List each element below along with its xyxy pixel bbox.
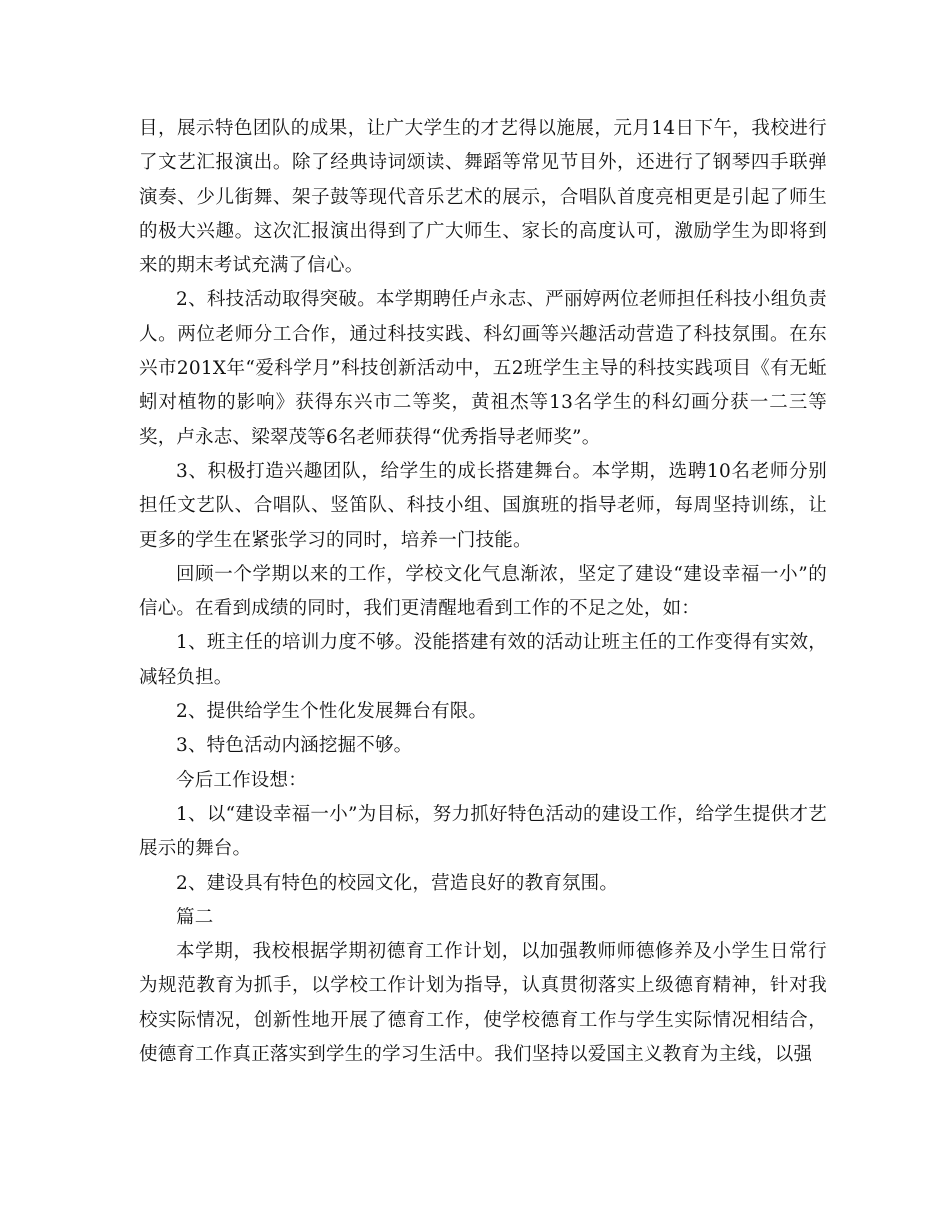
paragraph-continuation: 目，展示特色团队的成果，让广大学生的才艺得以施展，元月14日下午，我校进行了文艺汇报演出。除了经典诗词颂读、舞蹈等常见节目外，还进行了钢琴四手联弹演奏、少儿街舞、架子鼓等现代音乐艺术的展示，合唱队首度亮相更是引起了师生的极大兴趣。这次汇报演出得到了广大师生、家长的高度认可，激励学生为即将到来的期末考试充满了信心。	[139, 118, 827, 277]
paragraph-shortcoming-3: 3、特色活动内涵挖掘不够。	[176, 735, 413, 757]
paragraph-tech-activities: 2、科技活动取得突破。本学期聘任卢永志、严丽婷两位老师担任科技小组负责人。两位老师分工合作，通过科技实践、科幻画等兴趣活动营造了科技氛围。在东兴市201X年“爱科学月”科技创新活动中，五2班学生主导的科技实践项目《有无蚯蚓对植物的影响》获得东兴市二等奖，黄祖杰等13名学生的科幻画分获一二三等奖，卢永志、梁翠茂等6名老师获得“优秀指导老师奖”。	[139, 289, 827, 448]
paragraph-interest-teams: 3、积极打造兴趣团队，给学生的成长搭建舞台。本学期，选聘10名老师分别担任文艺队、合唱队、竖笛队、科技小组、国旗班的指导老师，每周坚持训练，让更多的学生在紧张学习的同时，培养一门技能。	[139, 460, 827, 551]
paragraph-section-two-intro: 本学期，我校根据学期初德育工作计划，以加强教师师德修养及小学生日常行为规范教育为抓手，以学校工作计划为指导，认真贯彻落实上级德育精神，针对我校实际情况，创新性地开展了德育工作，使学校德育工作与学生实际情况相结合，使德育工作真正落实到学生的学习生活中。我们坚持以爱国主义教育为主线，以强	[139, 941, 827, 1066]
paragraph-future-2: 2、建设具有特色的校园文化，营造良好的教育氛围。	[176, 872, 619, 894]
document-body	[139, 112, 827, 1072]
paragraph-review: 回顾一个学期以来的工作，学校文化气息渐浓，坚定了建设“建设幸福一小”的信心。在看到成绩的同时，我们更清醒地看到工作的不足之处，如：	[139, 563, 827, 620]
paragraph-future-heading: 今后工作设想：	[176, 769, 307, 791]
paragraph-future-1: 1、以“建设幸福一小”为目标，努力抓好特色活动的建设工作，给学生提供才艺展示的舞台。	[139, 803, 827, 860]
paragraph-shortcoming-1: 1、班主任的培训力度不够。没能搭建有效的活动让班主任的工作变得有实效，减轻负担。	[139, 632, 827, 688]
paragraph-shortcoming-2: 2、提供给学生个性化发展舞台有限。	[176, 701, 488, 723]
section-heading: 篇二	[176, 906, 214, 928]
